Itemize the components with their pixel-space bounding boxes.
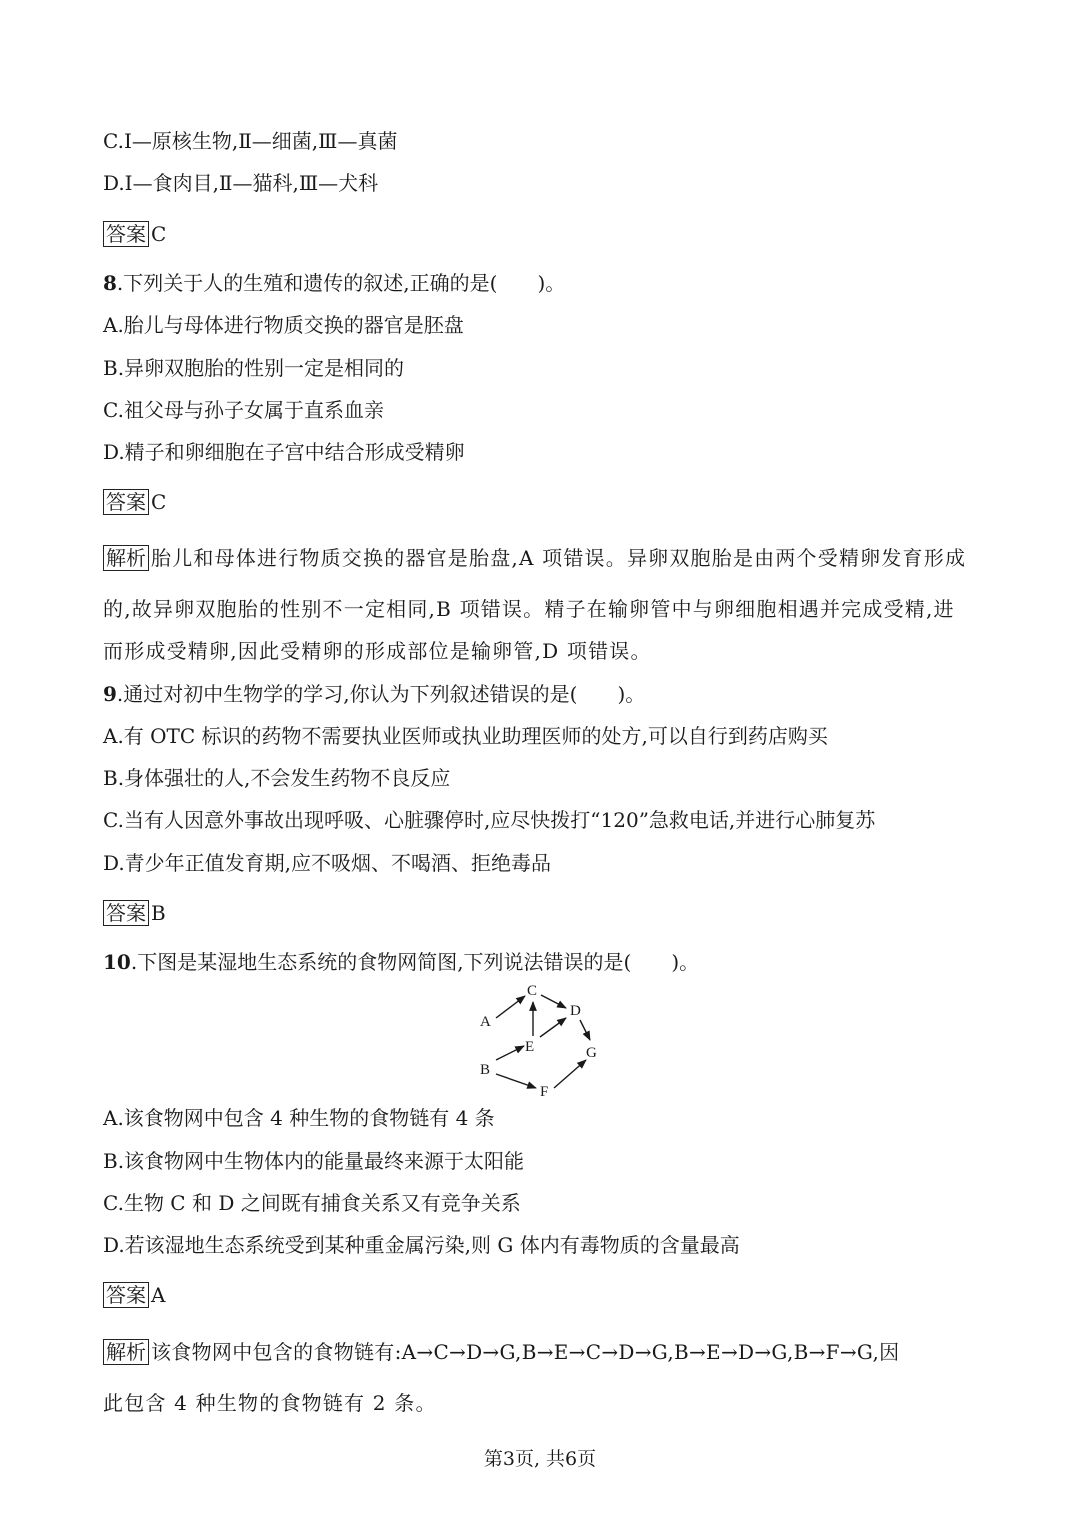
q10-option-c: C.生物 C 和 D 之间既有捕食关系又有竞争关系 <box>103 1191 521 1215</box>
q10-number: 10 <box>103 950 131 974</box>
q9-option-c: C.当有人因意外事故出现呼吸、心脏骤停时,应尽快拨打“120”急救电话,并进行心肺复苏 <box>103 808 876 832</box>
q7-answer <box>103 219 166 249</box>
q7-option-d: D.Ⅰ—食肉目,Ⅱ—猫科,Ⅲ—犬科 <box>103 171 379 195</box>
page-footer: 第3页, 共6页 <box>483 1448 597 1470</box>
node-b: B <box>480 1062 491 1078</box>
q9-option-d: D.青少年正值发育期,应不吸烟、不喝酒、拒绝毒品 <box>103 851 552 875</box>
node-f: F <box>540 1084 549 1100</box>
q9-option-a: A.有 OTC 标识的药物不需要执业医师或执业助理医师的处方,可以自行到药店购买 <box>103 724 828 748</box>
arrow-b-e <box>496 1046 524 1060</box>
q10-stem: .下图是某湿地生态系统的食物网简图,下列说法错误的是( )。 <box>130 950 700 974</box>
q8-stem: .下列关于人的生殖和遗传的叙述,正确的是( )。 <box>116 271 566 295</box>
node-a: A <box>480 1014 491 1030</box>
q8-option-a: A.胎儿与母体进行物质交换的器官是胚盘 <box>103 313 464 337</box>
q10-answer <box>103 1280 165 1310</box>
q10-stem-line <box>103 947 699 977</box>
q8-explain-text-1: 胎儿和母体进行物质交换的器官是胎盘,A 项错误。异卵双胞胎是由两个受精卵发育形成 <box>151 546 967 570</box>
q10-explain-text-1: 该食物网中包含的食物链有:A→C→D→G,B→E→C→D→G,B→E→D→G,B→F→G,因 <box>151 1340 900 1364</box>
arrow-e-d <box>540 1018 566 1037</box>
q9-option-b: B.身体强壮的人,不会发生药物不良反应 <box>103 766 451 790</box>
q8-option-c: C.祖父母与孙子女属于直系血亲 <box>103 398 384 422</box>
q9-number: 9 <box>103 682 117 706</box>
q8-option-b: B.异卵双胞胎的性别一定是相同的 <box>103 356 405 380</box>
q10-option-d: D.若该湿地生态系统受到某种重金属污染,则 G 体内有毒物质的含量最高 <box>103 1233 740 1257</box>
arrow-c-d <box>541 995 566 1008</box>
q10-option-a: A.该食物网中包含 4 种生物的食物链有 4 条 <box>103 1106 495 1130</box>
q8-answer-value: C <box>151 490 167 514</box>
node-e: E <box>525 1039 535 1055</box>
q8-explain-line-2: 的,故异卵双胞胎的性别不一定相同,B 项错误。精子在输卵管中与卵细胞相遇并完成受精,进 <box>103 597 955 621</box>
q8-explain-line-3: 而形成受精卵,因此受精卵的形成部位是输卵管,D 项错误。 <box>103 639 652 663</box>
q7-answer-value: C <box>151 222 167 246</box>
answer-label: 答案 <box>103 489 149 515</box>
answer-label: 答案 <box>103 900 149 926</box>
q8-stem-line <box>103 268 565 298</box>
explain-label: 解析 <box>103 1339 149 1365</box>
arrow-b-f <box>496 1074 536 1088</box>
node-c: C <box>527 983 538 999</box>
q10-option-b: B.该食物网中生物体内的能量最终来源于太阳能 <box>103 1149 525 1173</box>
answer-label: 答案 <box>103 221 149 247</box>
q8-option-d: D.精子和卵细胞在子宫中结合形成受精卵 <box>103 440 465 464</box>
q10-explain-line-2: 此包含 4 种生物的食物链有 2 条。 <box>103 1391 437 1415</box>
q8-explain-line-1 <box>103 543 966 573</box>
explain-label: 解析 <box>103 545 149 571</box>
q10-explain-line-1 <box>103 1337 899 1367</box>
q10-answer-value: A <box>151 1283 166 1307</box>
arrow-f-g <box>554 1060 586 1088</box>
q8-answer <box>103 487 166 517</box>
q9-stem: .通过对初中生物学的学习,你认为下列叙述错误的是( )。 <box>116 682 646 706</box>
arrow-d-g <box>580 1020 590 1040</box>
answer-label: 答案 <box>103 1282 149 1308</box>
q8-number: 8 <box>103 271 117 295</box>
q9-stem-line <box>103 679 645 709</box>
q9-answer-value: B <box>151 901 166 925</box>
node-g: G <box>586 1045 597 1061</box>
q7-option-c: C.Ⅰ—原核生物,Ⅱ—细菌,Ⅲ—真菌 <box>103 129 398 153</box>
food-web-diagram <box>470 980 610 1100</box>
node-d: D <box>570 1003 581 1019</box>
arrow-a-c <box>496 996 525 1018</box>
q9-answer <box>103 898 166 928</box>
